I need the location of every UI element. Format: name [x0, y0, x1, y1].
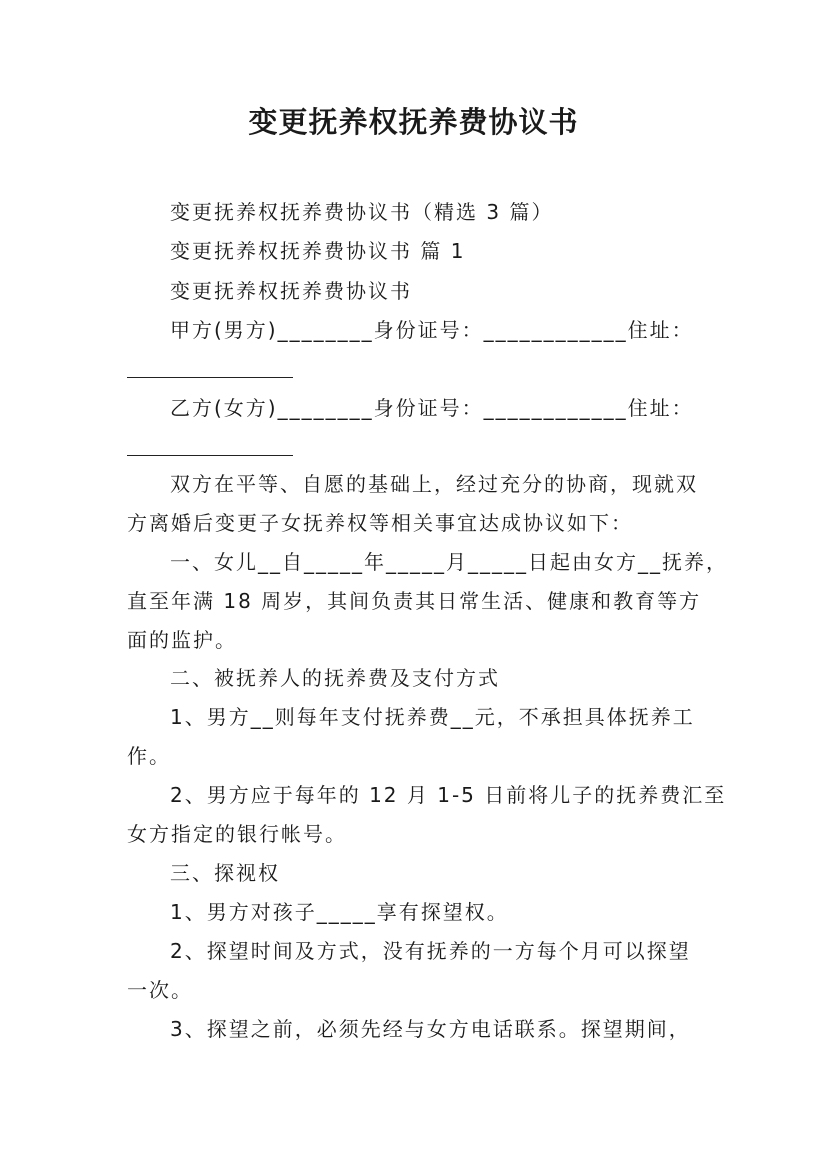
paragraph-line: 3、探望之前，必须先经与女方电话联系。探望期间， [170, 1017, 691, 1041]
section-heading: 二、被抚养人的抚养费及支付方式 [170, 666, 500, 690]
party-b-line: 乙方(女方)________身份证号：____________住址： [170, 396, 694, 420]
paragraph-line: 女方指定的银行帐号。 [127, 822, 347, 846]
section-heading: 三、探视权 [170, 861, 280, 885]
subtitle-line: 变更抚养权抚养费协议书（精选 3 篇） [170, 200, 554, 224]
section-heading: 变更抚养权抚养费协议书 篇 1 [170, 239, 466, 263]
paragraph-line: 直至年满 18 周岁，其间负责其日常生活、健康和教育等方 [127, 589, 702, 613]
paragraph-line: 1、男方__则每年支付抚养费__元，不承担具体抚养工 [170, 705, 695, 729]
paragraph-line: 一次。 [127, 978, 193, 1002]
paragraph-line: 2、探望时间及方式，没有抚养的一方每个月可以探望 [170, 939, 691, 963]
party-a-line: 甲方(男方)________身份证号：____________住址： [170, 318, 694, 342]
paragraph-line: 双方在平等、自愿的基础上，经过充分的协商，现就双 [170, 472, 698, 496]
agreement-heading: 变更抚养权抚养费协议书 [170, 279, 412, 303]
party-b-address-blank [127, 454, 293, 456]
paragraph-line: 作。 [127, 744, 171, 768]
paragraph-line: 2、男方应于每年的 12 月 1-5 日前将儿子的抚养费汇至 [170, 783, 727, 807]
paragraph-line: 1、男方对孩子_____享有探望权。 [170, 900, 509, 924]
party-a-address-blank [127, 376, 293, 378]
paragraph-line: 面的监护。 [127, 628, 237, 652]
document-title: 变更抚养权抚养费协议书 [248, 105, 579, 139]
paragraph-line: 一、女儿__自_____年_____月_____日起由女方__抚养， [170, 550, 728, 574]
paragraph-line: 方离婚后变更子女抚养权等相关事宜达成协议如下： [127, 511, 633, 535]
